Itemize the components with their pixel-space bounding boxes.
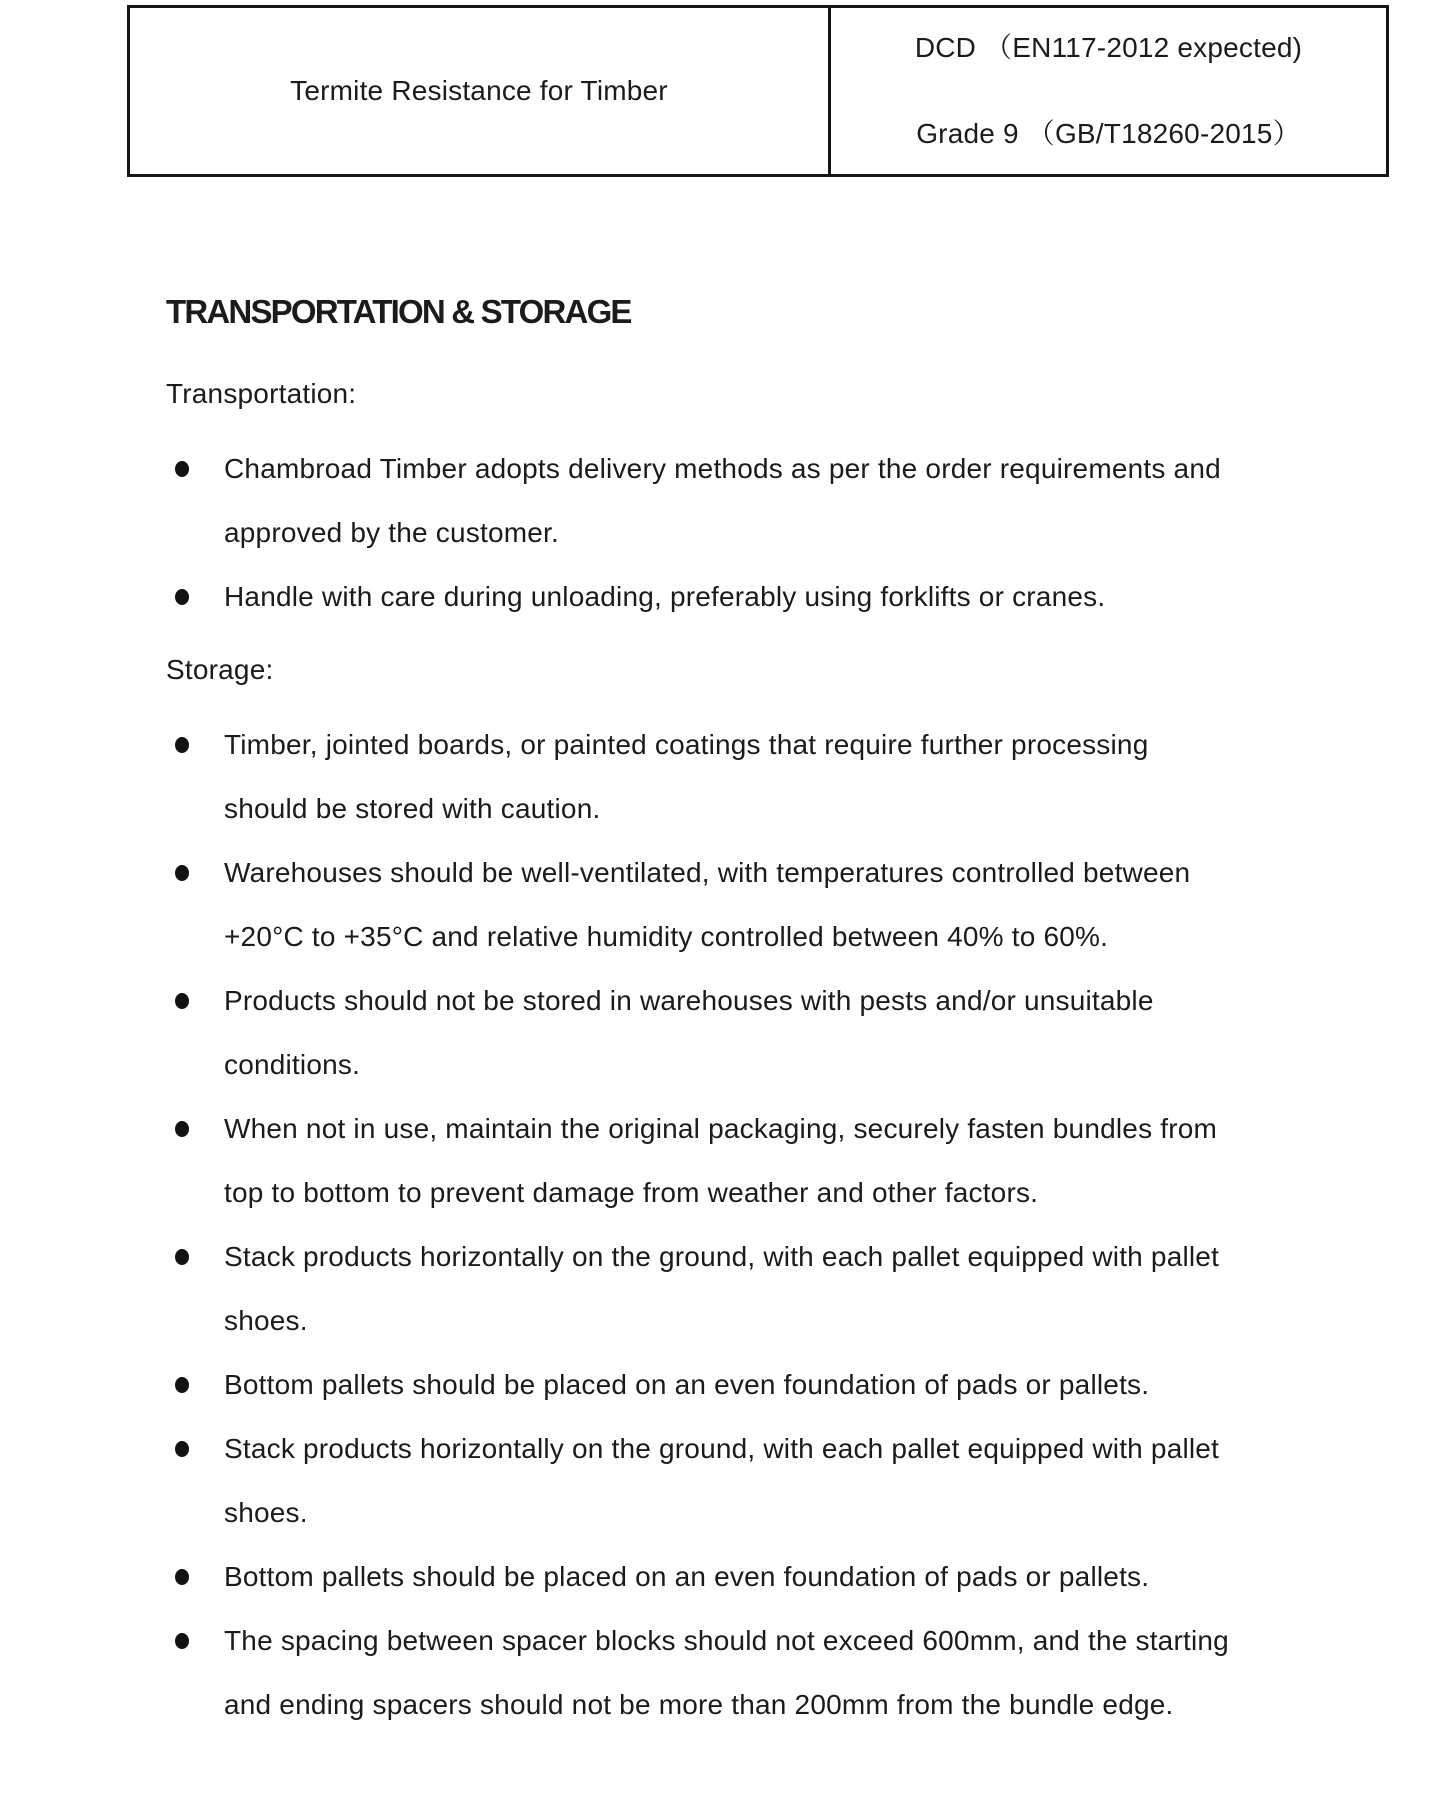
bullet-line: and ending spacers should not be more than 200mm from the bundle edge. xyxy=(224,1689,1174,1720)
bullet-text xyxy=(224,1225,1219,1353)
bullet-text xyxy=(224,565,1105,629)
section-label: Transportation: xyxy=(166,378,357,409)
bullet-marker-icon xyxy=(175,865,189,881)
bullet-marker-icon xyxy=(175,993,189,1009)
bullet-item xyxy=(175,1417,1440,1545)
bullet-item xyxy=(175,969,1440,1097)
bullet-marker-icon xyxy=(175,1441,189,1457)
bullet-text xyxy=(224,1097,1217,1225)
bullet-line: shoes. xyxy=(224,1497,308,1528)
bullet-item xyxy=(175,1545,1440,1609)
bullet-item xyxy=(175,841,1440,969)
bullet-marker-icon xyxy=(175,1569,189,1585)
bullet-line: approved by the customer. xyxy=(224,517,559,548)
bullet-item xyxy=(175,565,1440,629)
bullet-line: When not in use, maintain the original packaging, securely fasten bundles from xyxy=(224,1113,1218,1144)
bullet-line: The spacing between spacer blocks should not exceed 600mm, and the starting xyxy=(224,1625,1229,1656)
bullet-item xyxy=(175,1225,1440,1353)
bullet-line: Bottom pallets should be placed on an even foundation of pads or pallets. xyxy=(224,1369,1150,1400)
section xyxy=(0,362,1440,629)
bullet-list xyxy=(0,713,1440,1737)
doc-grade-cell xyxy=(831,8,1386,174)
bullet-marker-icon xyxy=(175,1121,189,1137)
sections-container xyxy=(0,362,1440,1737)
bullet-text xyxy=(224,1353,1149,1417)
bullet-marker-icon xyxy=(175,737,189,753)
bullet-line: Warehouses should be well-ventilated, with temperatures controlled between xyxy=(224,857,1191,888)
bullet-line: Timber, jointed boards, or painted coatings that require further processing xyxy=(224,729,1149,760)
bullet-item xyxy=(175,1609,1440,1737)
bullet-line: Chambroad Timber adopts delivery methods as per the order requirements and xyxy=(224,453,1221,484)
bullet-line: Products should not be stored in warehouses with pests and/or unsuitable xyxy=(224,985,1154,1016)
bullet-line: top to bottom to prevent damage from weather and other factors. xyxy=(224,1177,1039,1208)
doc-title-cell xyxy=(130,8,831,174)
section xyxy=(0,638,1440,1737)
grade-line-1: DCD （EN117-2012 expected) xyxy=(914,32,1303,63)
bullet-line: Stack products horizontally on the ground, with each pallet equipped with pallet xyxy=(224,1241,1220,1272)
bullet-marker-icon xyxy=(175,1633,189,1649)
bullet-item xyxy=(175,1097,1440,1225)
bullet-line: Stack products horizontally on the ground, with each pallet equipped with pallet xyxy=(224,1433,1220,1464)
bullet-text xyxy=(224,713,1148,841)
bullet-marker-icon xyxy=(175,1249,189,1265)
document-body xyxy=(0,179,1440,1737)
bullet-line: Bottom pallets should be placed on an even foundation of pads or pallets. xyxy=(224,1561,1150,1592)
bullet-text xyxy=(224,1545,1149,1609)
section-label: Storage: xyxy=(166,654,274,685)
bullet-line: should be stored with caution. xyxy=(224,793,601,824)
bullet-marker-icon xyxy=(175,1377,189,1393)
bullet-text xyxy=(224,1609,1229,1737)
bullet-text xyxy=(224,841,1190,969)
bullet-item xyxy=(175,713,1440,841)
bullet-line: conditions. xyxy=(224,1049,361,1080)
bullet-item xyxy=(175,437,1440,565)
bullet-marker-icon xyxy=(175,461,189,477)
grade-line-2: Grade 9 （GB/T18260-2015） xyxy=(916,118,1301,149)
bullet-text xyxy=(224,437,1221,565)
bullet-text xyxy=(224,1417,1219,1545)
bullet-line: shoes. xyxy=(224,1305,308,1336)
bullet-item xyxy=(175,1353,1440,1417)
header-table xyxy=(127,5,1389,177)
bullet-list xyxy=(0,437,1440,629)
section-heading: TRANSPORTATION & STORAGE xyxy=(166,293,631,330)
bullet-line: +20°C to +35°C and relative humidity controlled between 40% to 60%. xyxy=(224,921,1109,952)
bullet-marker-icon xyxy=(175,589,189,605)
doc-title: Termite Resistance for Timber xyxy=(290,75,668,106)
bullet-text xyxy=(224,969,1154,1097)
bullet-line: Handle with care during unloading, preferably using forklifts or cranes. xyxy=(224,581,1106,612)
